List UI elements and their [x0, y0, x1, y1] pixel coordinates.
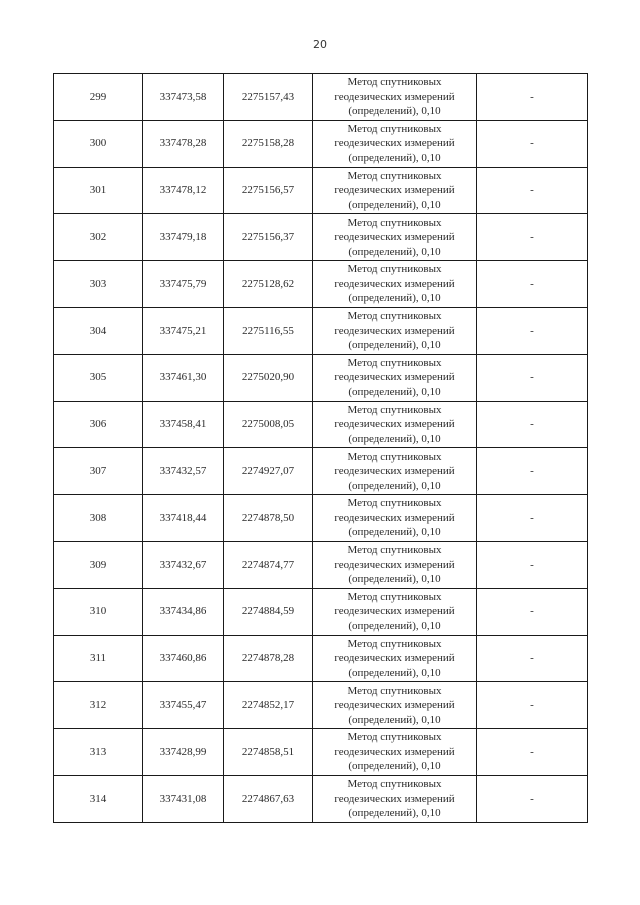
x-coordinate-cell: 337460,86 — [143, 635, 224, 682]
method-text-line: геодезических измерений — [334, 792, 455, 805]
y-coordinate-cell: 2274874,77 — [224, 541, 313, 588]
table-row — [54, 635, 588, 682]
x-coordinate-cell: 337434,86 — [143, 588, 224, 635]
y-coordinate-cell: 2275128,62 — [224, 261, 313, 308]
method-text-line: Метод спутниковых — [347, 497, 442, 510]
method-text-line: Метод спутниковых — [347, 590, 442, 603]
table-row — [54, 74, 588, 121]
point-number-cell: 314 — [54, 775, 143, 822]
method-text-line: (определений), 0,10 — [348, 619, 441, 632]
description-cell: - — [477, 120, 588, 167]
method-text-line: геодезических измерений — [334, 418, 455, 431]
method-text-line: геодезических измерений — [334, 277, 455, 290]
point-number-cell: 309 — [54, 541, 143, 588]
method-text-line: геодезических измерений — [334, 699, 455, 711]
description-cell: - — [477, 495, 588, 542]
method-text-line: (определений), 0,10 — [348, 573, 441, 586]
method-text-line: Метод спутниковых — [347, 403, 442, 416]
method-text-line: (определений), 0,10 — [348, 245, 441, 258]
method-cell — [313, 541, 477, 588]
y-coordinate-cell: 2274858,51 — [224, 729, 313, 776]
method-cell — [313, 401, 477, 448]
method-text-line: (определений), 0,10 — [348, 713, 441, 726]
x-coordinate-cell: 337473,58 — [143, 74, 224, 121]
point-number-cell: 304 — [54, 307, 143, 354]
method-text-line: геодезических измерений — [334, 465, 455, 478]
method-cell — [313, 448, 477, 495]
method-text-line: геодезических измерений — [334, 137, 455, 150]
x-coordinate-cell: 337479,18 — [143, 214, 224, 261]
method-text-line: Метод спутниковых — [347, 310, 442, 323]
method-text-line: Метод спутниковых — [347, 684, 442, 697]
description-cell: - — [477, 214, 588, 261]
x-coordinate-cell: 337478,12 — [143, 167, 224, 214]
method-cell — [313, 74, 477, 121]
point-number-cell: 299 — [54, 74, 143, 121]
method-text-line: Метод спутниковых — [347, 778, 442, 791]
method-text-line: геодезических измерений — [334, 745, 455, 758]
table-row — [54, 307, 588, 354]
point-number-cell: 303 — [54, 261, 143, 308]
table-row — [54, 354, 588, 401]
description-cell: - — [477, 541, 588, 588]
method-cell — [313, 167, 477, 214]
method-text-line: (определений), 0,10 — [348, 339, 441, 352]
x-coordinate-cell: 337428,99 — [143, 729, 224, 776]
y-coordinate-cell: 2275116,55 — [224, 307, 313, 354]
table-row — [54, 775, 588, 822]
y-coordinate-cell: 2275158,28 — [224, 120, 313, 167]
point-number-cell: 311 — [54, 635, 143, 682]
point-number-cell: 301 — [54, 167, 143, 214]
table-row — [54, 448, 588, 495]
method-text-line: геодезических измерений — [334, 184, 455, 197]
point-number-cell: 312 — [54, 682, 143, 729]
x-coordinate-cell: 337432,67 — [143, 541, 224, 588]
page-number: 20 — [313, 38, 327, 51]
point-number-cell: 306 — [54, 401, 143, 448]
method-text-line: геодезических измерений — [334, 605, 455, 618]
point-number-cell: 302 — [54, 214, 143, 261]
x-coordinate-cell: 337475,79 — [143, 261, 224, 308]
method-cell — [313, 307, 477, 354]
y-coordinate-cell: 2274878,50 — [224, 495, 313, 542]
method-text-line: Метод спутниковых — [347, 450, 442, 463]
point-number-cell: 305 — [54, 354, 143, 401]
table-row — [54, 261, 588, 308]
y-coordinate-cell: 2274867,63 — [224, 775, 313, 822]
method-text-line: (определений), 0,10 — [348, 105, 441, 118]
coordinates-table — [53, 73, 588, 823]
y-coordinate-cell: 2275008,05 — [224, 401, 313, 448]
method-text-line: геодезических измерений — [334, 231, 455, 244]
method-text-line: геодезических измерений — [334, 558, 455, 571]
description-cell: - — [477, 167, 588, 214]
method-text-line: (определений), 0,10 — [348, 760, 441, 773]
table-row — [54, 588, 588, 635]
y-coordinate-cell: 2274878,28 — [224, 635, 313, 682]
method-text-line: Метод спутниковых — [347, 544, 442, 557]
y-coordinate-cell: 2275156,57 — [224, 167, 313, 214]
method-text-line: (определений), 0,10 — [348, 479, 441, 492]
method-text-line: (определений), 0,10 — [348, 666, 441, 679]
method-text-line: (определений), 0,10 — [348, 385, 441, 398]
method-cell — [313, 495, 477, 542]
description-cell: - — [477, 401, 588, 448]
method-cell — [313, 354, 477, 401]
table-row — [54, 729, 588, 776]
point-number-cell: 308 — [54, 495, 143, 542]
method-text-line: Метод спутниковых — [347, 76, 442, 89]
y-coordinate-cell: 2275020,90 — [224, 354, 313, 401]
method-text-line: Метод спутниковых — [347, 122, 442, 135]
x-coordinate-cell: 337431,08 — [143, 775, 224, 822]
description-cell: - — [477, 261, 588, 308]
method-text-line: (определений), 0,10 — [348, 526, 441, 539]
x-coordinate-cell: 337455,47 — [143, 682, 224, 729]
point-number-cell: 310 — [54, 588, 143, 635]
description-cell: - — [477, 682, 588, 729]
method-cell — [313, 635, 477, 682]
method-cell — [313, 214, 477, 261]
description-cell: - — [477, 775, 588, 822]
method-text-line: Метод спутниковых — [347, 356, 442, 369]
point-number-cell: 313 — [54, 729, 143, 776]
method-cell — [313, 120, 477, 167]
method-text-line: Метод спутниковых — [347, 216, 442, 229]
description-cell: - — [477, 448, 588, 495]
method-cell — [313, 588, 477, 635]
x-coordinate-cell: 337461,30 — [143, 354, 224, 401]
method-text-line: Метод спутниковых — [347, 169, 442, 182]
table-row — [54, 167, 588, 214]
description-cell: - — [477, 588, 588, 635]
method-cell — [313, 682, 477, 729]
table-row — [54, 541, 588, 588]
y-coordinate-cell: 2274927,07 — [224, 448, 313, 495]
description-cell: - — [477, 74, 588, 121]
point-number-cell: 300 — [54, 120, 143, 167]
method-text-line: (определений), 0,10 — [348, 198, 441, 211]
description-cell: - — [477, 307, 588, 354]
method-text-line: геодезических измерений — [334, 90, 455, 103]
table-row — [54, 495, 588, 542]
x-coordinate-cell: 337478,28 — [143, 120, 224, 167]
y-coordinate-cell: 2275157,43 — [224, 74, 313, 121]
y-coordinate-cell: 2274884,59 — [224, 588, 313, 635]
table-row — [54, 682, 588, 729]
x-coordinate-cell: 337418,44 — [143, 495, 224, 542]
point-number-cell: 307 — [54, 448, 143, 495]
method-text-line: Метод спутниковых — [347, 263, 442, 276]
method-text-line: геодезических измерений — [334, 652, 455, 665]
method-text-line: геодезических измерений — [334, 324, 455, 337]
method-text-line: геодезических измерений — [334, 511, 455, 524]
method-text-line: геодезических измерений — [334, 371, 455, 384]
description-cell: - — [477, 635, 588, 682]
y-coordinate-cell: 2274852,17 — [224, 682, 313, 729]
table-row — [54, 214, 588, 261]
description-cell: - — [477, 354, 588, 401]
method-cell — [313, 261, 477, 308]
table-row — [54, 120, 588, 167]
method-cell — [313, 729, 477, 776]
description-cell: - — [477, 729, 588, 776]
y-coordinate-cell: 2275156,37 — [224, 214, 313, 261]
method-text-line: Метод спутниковых — [347, 637, 442, 650]
method-text-line: Метод спутниковых — [347, 731, 442, 744]
x-coordinate-cell: 337475,21 — [143, 307, 224, 354]
table-row — [54, 401, 588, 448]
method-text-line: (определений), 0,10 — [348, 432, 441, 445]
method-text-line: (определений), 0,10 — [348, 807, 441, 820]
method-cell — [313, 775, 477, 822]
method-text-line: (определений), 0,10 — [348, 292, 441, 305]
method-text-line: (определений), 0,10 — [348, 151, 441, 164]
x-coordinate-cell: 337432,57 — [143, 448, 224, 495]
coordinates-table-body — [54, 74, 588, 823]
x-coordinate-cell: 337458,41 — [143, 401, 224, 448]
